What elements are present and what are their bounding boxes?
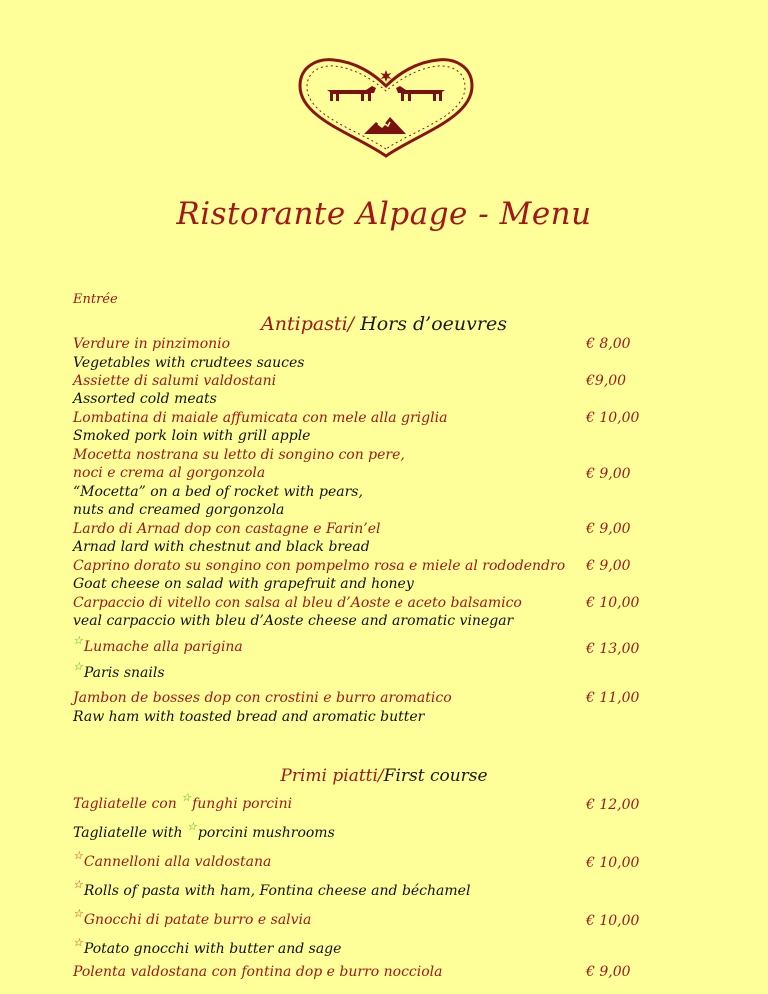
dish-line: “Mocetta” on a bed of rocket with pears, bbox=[73, 484, 363, 500]
price: € 10,00 bbox=[586, 913, 640, 929]
price: € 9,00 bbox=[586, 521, 631, 537]
dish-line bbox=[73, 634, 243, 657]
red-star-icon: ☆ bbox=[73, 878, 83, 891]
price: € 9,00 bbox=[586, 558, 631, 574]
dish-text: Paris snails bbox=[83, 665, 165, 681]
dish-text: funghi porcini bbox=[192, 796, 293, 812]
dish-line: Lombatina di maiale affumicata con mele alla griglia bbox=[73, 410, 448, 426]
green-star-icon: ☆ bbox=[187, 820, 197, 833]
red-star-icon: ☆ bbox=[73, 849, 83, 862]
heart-cows-mountain-logo bbox=[294, 56, 478, 160]
primi-title-it: Primi piatti/ bbox=[280, 766, 384, 786]
dish-line: Vegetables with crudtees sauces bbox=[73, 355, 305, 371]
dish-text: Rolls of pasta with ham, Fontina cheese and béchamel bbox=[83, 883, 471, 899]
green-star-icon: ☆ bbox=[73, 634, 83, 647]
antipasti-heading bbox=[0, 313, 768, 335]
price: € 10,00 bbox=[586, 410, 640, 426]
dish-text: Cannelloni alla valdostana bbox=[83, 854, 272, 870]
dish-line: Lardo di Arnad dop con castagne e Farin’el bbox=[73, 521, 381, 537]
dish-line bbox=[73, 849, 272, 872]
price: €9,00 bbox=[586, 373, 627, 389]
dish-line: Arnad lard with chestnut and black bread bbox=[73, 539, 370, 555]
dish-line: Raw ham with toasted bread and aromatic butter bbox=[73, 709, 425, 725]
red-star-icon: ☆ bbox=[73, 936, 83, 949]
price: € 8,00 bbox=[586, 336, 631, 352]
dish-text: Gnocchi di patate burro e salvia bbox=[83, 912, 312, 928]
dish-line bbox=[73, 820, 335, 843]
dish-line: Carpaccio di vitello con salsa al bleu d’Aoste e aceto balsamico bbox=[73, 595, 522, 611]
dish-line: Smoked pork loin with grill apple bbox=[73, 428, 311, 444]
dish-line: Assiette di salumi valdostani bbox=[73, 373, 277, 389]
dish-line bbox=[73, 660, 165, 683]
price: € 9,00 bbox=[586, 466, 631, 482]
dish-prefix: Tagliatelle with bbox=[73, 825, 188, 841]
dish-line: Mocetta nostrana su letto di songino con pere, bbox=[73, 447, 405, 463]
menu-title: Ristorante Alpage - Menu bbox=[176, 196, 592, 232]
price: € 10,00 bbox=[586, 855, 640, 871]
dish-line bbox=[73, 907, 312, 930]
dish-line: nuts and creamed gorgonzola bbox=[73, 502, 285, 518]
dish-line: Verdure in pinzimonio bbox=[73, 336, 231, 352]
dish-line: Polenta valdostana con fontina dop e burro nocciola bbox=[73, 964, 443, 980]
green-star-icon: ☆ bbox=[181, 791, 192, 804]
dish-line bbox=[73, 936, 342, 959]
price: € 11,00 bbox=[586, 690, 640, 706]
dish-line: Assorted cold meats bbox=[73, 391, 217, 407]
dish-text: porcini mushrooms bbox=[197, 825, 335, 841]
dish-text: Lumache alla parigina bbox=[83, 639, 243, 655]
price: € 9,00 bbox=[586, 964, 631, 980]
price: € 10,00 bbox=[586, 595, 640, 611]
antipasti-title-it: Antipasti/ bbox=[261, 313, 355, 335]
antipasti-title-en: Hors d’oeuvres bbox=[360, 313, 507, 335]
dish-line bbox=[73, 791, 293, 814]
dish-line: Goat cheese on salad with grapefruit and honey bbox=[73, 576, 414, 592]
entree-label: Entrée bbox=[73, 292, 118, 307]
primi-heading bbox=[0, 766, 768, 786]
dish-line bbox=[73, 878, 471, 901]
price: € 13,00 bbox=[586, 641, 640, 657]
dish-text: Potato gnocchi with butter and sage bbox=[83, 941, 342, 957]
dish-line: Caprino dorato su songino con pompelmo rosa e miele al rododendro bbox=[73, 558, 566, 574]
primi-title-en: First course bbox=[383, 766, 488, 786]
dish-prefix: Tagliatelle con bbox=[73, 796, 182, 812]
dish-line: noci e crema al gorgonzola bbox=[73, 465, 266, 481]
green-star-icon: ☆ bbox=[73, 660, 83, 673]
dish-line: veal carpaccio with bleu d’Aoste cheese and aromatic vinegar bbox=[73, 613, 514, 629]
red-star-icon: ☆ bbox=[73, 907, 83, 920]
dish-line: Jambon de bosses dop con crostini e burro aromatico bbox=[73, 690, 452, 706]
price: € 12,00 bbox=[586, 797, 640, 813]
